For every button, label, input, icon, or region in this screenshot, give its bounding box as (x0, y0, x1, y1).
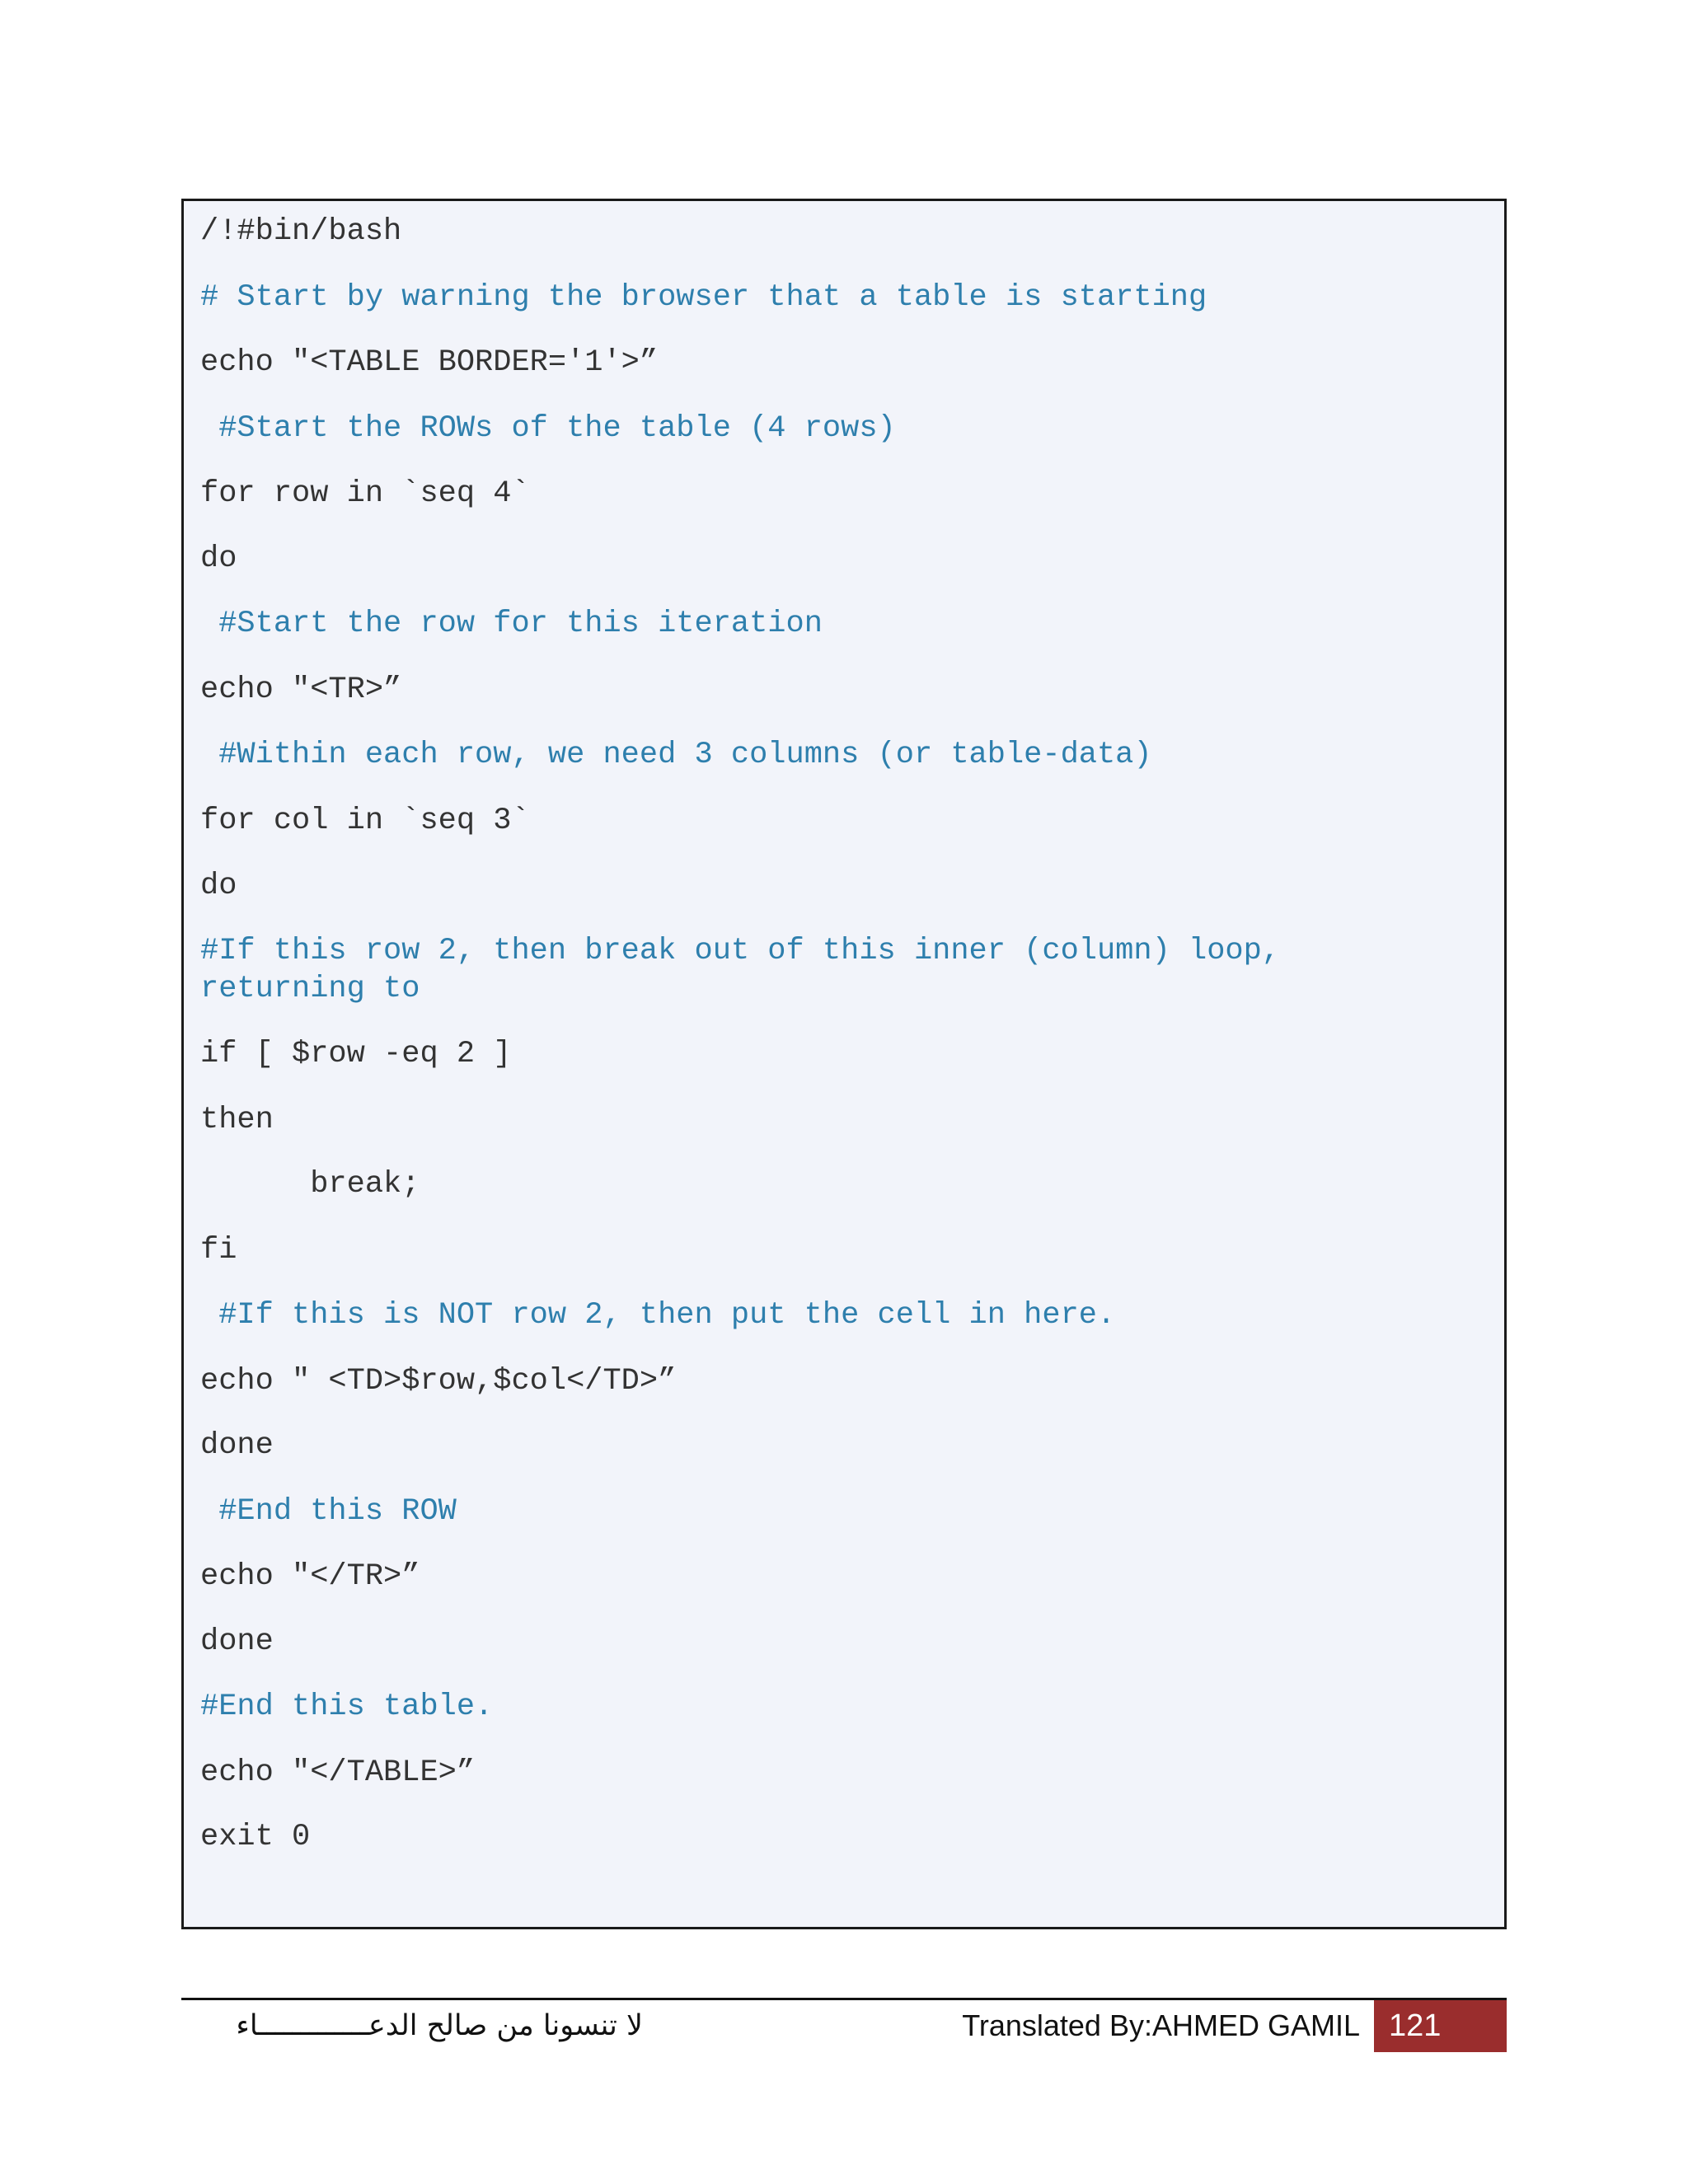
code-line: /!#bin/bash (200, 214, 402, 249)
code-line: break; (200, 1167, 420, 1202)
code-line: do (200, 869, 237, 903)
footer-arabic-note: لا تنسونا من صالح الدعـــــــــــــاء (236, 2009, 643, 2042)
code-line: for col in `seq 3` (200, 804, 530, 838)
code-comment-line: #Within each row, we need 3 columns (or table-data) (200, 738, 1152, 772)
code-line: echo " <TD>$row,$col</TD>” (200, 1364, 677, 1399)
code-comment-line: #If this is NOT row 2, then put the cell in here. (200, 1298, 1116, 1333)
code-line: done (200, 1624, 274, 1659)
code-comment-line: #If this row 2, then break out of this inner (column) loop, (200, 934, 1281, 968)
code-line: echo "<TABLE BORDER='1'>” (200, 345, 659, 380)
page-number: 121 (1374, 2000, 1507, 2052)
code-line: then (200, 1103, 274, 1137)
code-comment-line: # Start by warning the browser that a table is starting (200, 280, 1207, 315)
footer-translator-credit: Translated By:AHMED GAMIL (962, 2008, 1360, 2042)
code-line: for row in `seq 4` (200, 476, 530, 511)
code-line: echo "<TR>” (200, 673, 402, 707)
code-line: echo "</TR>” (200, 1559, 420, 1594)
code-line: done (200, 1428, 274, 1463)
code-comment-line: #Start the ROWs of the table (4 rows) (200, 411, 896, 446)
code-line: fi (200, 1233, 237, 1268)
code-comment-line: #Start the row for this iteration (200, 607, 823, 641)
code-line: exit 0 (200, 1820, 311, 1854)
code-line: if [ $row -eq 2 ] (200, 1037, 512, 1071)
footer-divider (181, 1998, 1507, 2000)
code-line: do (200, 541, 237, 576)
code-comment-line: returning to (200, 972, 420, 1006)
code-listing-box (181, 199, 1507, 1929)
code-comment-line: #End this ROW (200, 1494, 457, 1529)
code-comment-line: #End this table. (200, 1690, 494, 1724)
code-line: echo "</TABLE>” (200, 1755, 476, 1790)
